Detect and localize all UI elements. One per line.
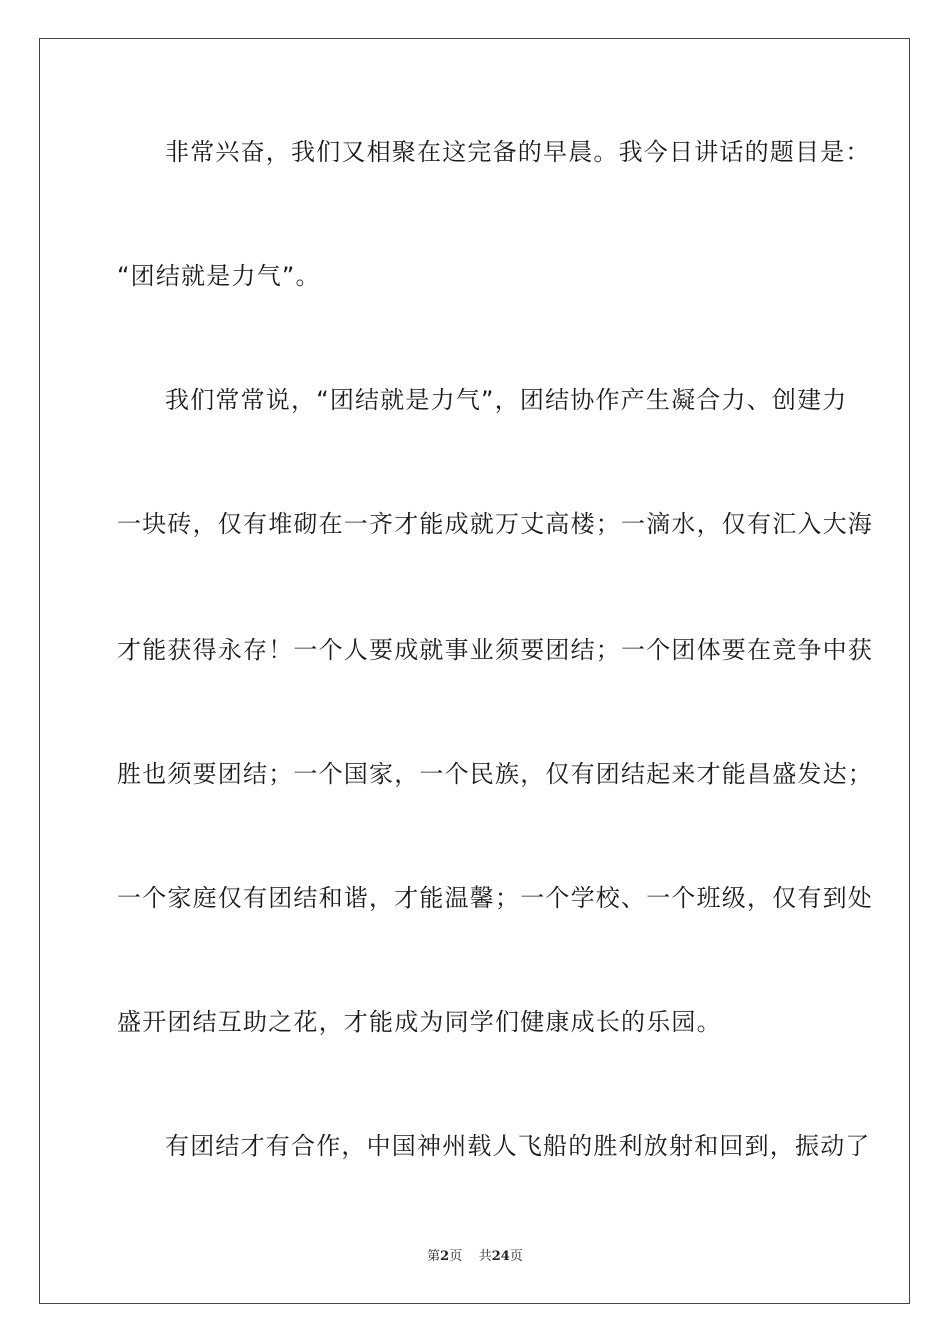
text-line-3: 我们常常说，“团结就是力气”，团结协作产生凝合力、创建力	[165, 386, 848, 414]
text-line-5: 才能获得永存！一个人要成就事业须要团结；一个团体要在竞争中获	[117, 636, 873, 664]
page-footer	[0, 1248, 950, 1266]
footer-total-suffix: 页	[509, 1249, 523, 1264]
footer-total-prefix: 共	[478, 1249, 492, 1264]
text-line-9: 有团结才有合作，中国神州载人飞船的胜利放射和回到，振动了	[165, 1132, 871, 1160]
text-line-2: “团结就是力气”。	[117, 262, 321, 290]
footer-page-suffix: 页	[449, 1249, 463, 1264]
footer-page-number: 2	[440, 1249, 450, 1264]
text-line-1: 非常兴奋，我们又相聚在这完备的早晨。我今日讲话的题目是：	[165, 138, 871, 166]
text-line-7: 一个家庭仅有团结和谐，才能温馨；一个学校、一个班级，仅有到处	[117, 884, 873, 912]
text-line-8: 盛开团结互助之花，才能成为同学们健康成长的乐园。	[117, 1008, 722, 1036]
text-line-4: 一块砖，仅有堆砌在一齐才能成就万丈高楼；一滴水，仅有汇入大海	[117, 510, 873, 538]
page-border	[39, 38, 910, 1304]
footer-page-prefix: 第	[427, 1249, 441, 1264]
footer-total-pages: 24	[491, 1249, 510, 1264]
text-line-6: 胜也须要团结；一个国家，一个民族，仅有团结起来才能昌盛发达；	[117, 760, 873, 788]
